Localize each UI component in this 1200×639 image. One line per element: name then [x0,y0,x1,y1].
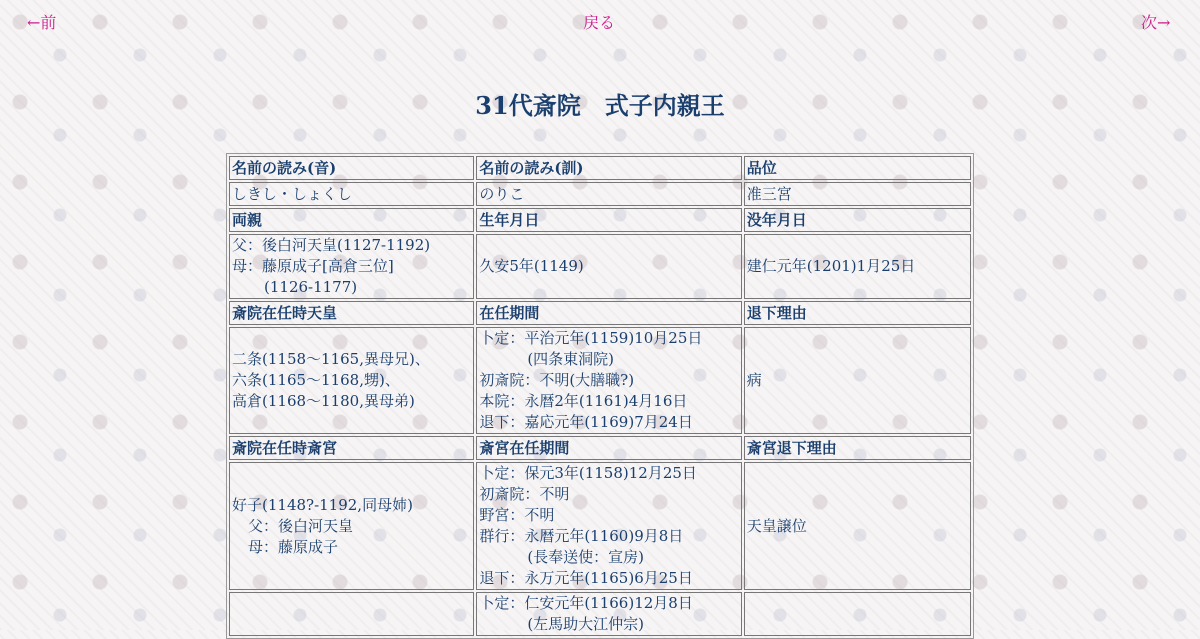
prev-link[interactable]: ←前 [27,13,57,32]
saigu-term-line: 群行：永暦元年(1160)9月8日 [479,527,684,545]
header-emperor: 斎院在任時天皇 [229,301,474,325]
header-term: 在任期間 [476,301,741,325]
saigu-term-line: 退下：永万元年(1165)6月25日 [479,569,693,587]
term-line: 本院：永暦2年(1161)4月16日 [479,392,688,410]
saigu-line: 母：藤原成子 [248,537,339,556]
value-name-kun: のりこ [476,182,741,206]
header-retire-reason: 退下理由 [744,301,971,325]
parents-line: 父：後白河天皇(1127-1192) [232,236,431,254]
header-name-on: 名前の読み(音) [229,156,474,180]
value-saigu-reason: 天皇譲位 [744,462,971,590]
table-row [229,156,971,180]
saigu-line: 好子(1148?-1192,同母姉) [232,495,413,514]
next-link[interactable]: 次→ [1141,13,1171,32]
header-name-kun: 名前の読み(訓) [476,156,741,180]
table-row [229,327,971,434]
value-birth: 久安5年(1149) [476,234,741,299]
value-next-reason [744,592,971,636]
table-row [229,592,971,636]
value-parents [229,234,474,299]
table-row [229,462,971,590]
emperor-line: 二条(1158～1165,異母兄)、 [232,350,430,368]
header-death: 没年月日 [744,208,971,232]
saigu-term-line: 初斎院：不明 [479,485,570,503]
saigu-line: 父：後白河天皇 [248,516,354,535]
value-rank: 准三宮 [744,182,971,206]
page-title: 31代斎院 式子内親王 [475,91,725,120]
table-row [229,234,971,299]
value-saigu-term [476,462,741,590]
next-term-line: (左馬助大江仲宗) [527,615,645,633]
saigu-term-line: 野宮：不明 [479,506,555,524]
value-saigu [229,462,474,590]
header-saigu-reason: 斎宮退下理由 [744,436,971,460]
emperor-line: 高倉(1168～1180,異母弟) [232,392,415,410]
table-row [229,182,971,206]
header-saigu: 斎院在任時斎宮 [229,436,474,460]
table-row [229,208,971,232]
table-row [229,301,971,325]
term-line: 卜定：平治元年(1159)10月25日 [479,329,703,347]
header-parents: 両親 [229,208,474,232]
next-term-line: 卜定：仁安元年(1166)12月8日 [479,594,693,612]
value-next-term [476,592,741,636]
table-row [229,436,971,460]
saigu-term-line: (長奉送使：宣房) [527,548,645,566]
header-saigu-term: 斎宮在任期間 [476,436,741,460]
emperor-line: 六条(1165～1168,甥)、 [232,371,400,389]
saigu-term-line: 卜定：保元3年(1158)12月25日 [479,464,697,482]
value-retire-reason: 病 [744,327,971,434]
parents-line: 母：藤原成子[高倉三位] [232,257,394,275]
back-link[interactable]: 戻る [583,13,616,32]
value-next-saigu [229,592,474,636]
value-emperor [229,327,474,434]
term-line: 初斎院：不明(大膳職?) [479,371,635,389]
parents-line: (1126-1177) [264,278,358,296]
term-line: (四条東洞院) [527,350,615,368]
header-birth: 生年月日 [476,208,741,232]
value-term [476,327,741,434]
value-death: 建仁元年(1201)1月25日 [744,234,971,299]
term-line: 退下：嘉応元年(1169)7月24日 [479,413,693,431]
header-rank: 品位 [744,156,971,180]
profile-table [226,153,974,639]
value-name-on: しきし・しょくし [229,182,474,206]
